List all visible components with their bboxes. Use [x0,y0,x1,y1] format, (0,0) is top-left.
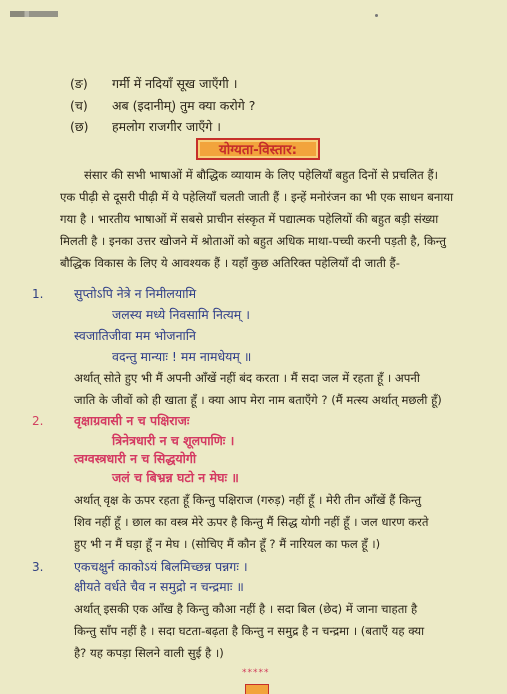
meaning-line: अर्थात् इसकी एक आँख है किन्तु कौआ नहीं है । सदा बिल (छेद) में जाना चाहता है [74,602,418,616]
verse-line: जलं च बिभ्रन्न घटो न मेघः ॥ [112,470,239,485]
riddle-number: 3. [32,560,44,574]
list-item [70,119,221,135]
list-text: गर्मी में नदियाँ सूख जाएँगी । [112,76,238,91]
verse-line: स्वजातिजीवा मम भोजनानि [74,328,196,343]
section-heading-text: योग्यता-विस्तार: [218,142,298,158]
verse-line: वृक्षाग्रवासी न च पक्षिराजः [74,413,190,428]
scan-artifact [10,11,58,17]
page-number-tab [245,684,269,694]
meaning-line: अर्थात् सोते हुए भी मैं अपनी आँखें नहीं बंद करता । मैं सदा जल में रहता हूँ । अपनी [74,371,420,385]
verse-line: सुप्तोऽपि नेत्रे न निमीलयामि [74,286,197,301]
end-mark: ***** [242,668,270,678]
riddle-meaning [74,489,492,555]
intro-line: मिलती है । इनका उत्तर खोजने में श्रोताओं को बहुत अधिक माथा-पच्ची करनी पड़ती है, किन्तु [60,234,446,248]
intro-line: एक पीढ़ी से दूसरी पीढ़ी में ये पहेलियाँ चलती जाती हैं । इन्हें मनोरंजन का भी एक साधन बनाया [60,190,454,204]
intro-line: बौद्धिक विकास के लिए ये आवश्यक हैं । यहाँ कुछ अतिरिक्त पहेलियाँ दी जाती हैं- [60,256,400,270]
verse-line: त्रिनेत्रधारी न च शूलपाणिः । [112,433,235,448]
list-text: हमलोग राजगीर जाएँगे । [112,119,221,134]
verse-line: क्षीयते वर्धते चैव न समुद्रो न चन्द्रमाः ॥ [74,579,244,594]
meaning-line: हुए भी न मैं घड़ा हूँ न मेघ । (सोचिए मैं कौन हूँ ? मैं नारियल का फल हूँ ।) [74,537,381,551]
intro-line: संसार की सभी भाषाओं में बौद्धिक व्यायाम के लिए पहेलियाँ बहुत दिनों से प्रचलित हैं। [84,168,439,182]
meaning-line: शिव नहीं हूँ । छाल का वस्त्र मेरे ऊपर है किन्तु मैं सिद्ध योगी नहीं हूँ । जल धारण करते [74,515,429,529]
list-item [70,76,238,92]
list-label: (च) [70,98,88,113]
verse-line: एकचक्षुर्न काकोऽयं बिलमिच्छन्न पन्नगः । [74,559,248,574]
intro-line: गया है । भारतीय भाषाओं में सबसे प्राचीन संस्कृत में पद्यात्मक पहेलियों की बहुत बड़ी संख्या [60,212,439,226]
meaning-line: है? यह कपड़ा सिलने वाली सुई है ।) [74,646,224,660]
riddle-number: 1. [32,287,44,301]
list-text: अब (इदानीम्) तुम क्या करोगे ? [112,98,256,113]
riddle-meaning [74,598,492,664]
scan-dot [375,14,378,17]
intro-paragraph [60,164,492,274]
verse-line: त्वग्वस्त्रधारी न च सिद्धयोगी [74,451,197,466]
list-item [70,98,255,114]
list-label: (ङ) [70,76,88,91]
verse-line: वदन्तु मान्याः ! मम नामधेयम् ॥ [112,349,252,364]
riddle-number: 2. [32,414,44,428]
meaning-line: जाति के जीवों को ही खाता हूँ । क्या आप मेरा नाम बताएँगे ? (मैं मत्स्य अर्थात् मछली हूँ) [74,393,442,407]
riddle-meaning [74,367,492,411]
meaning-line: किन्तु साँप नहीं है । सदा घटता-बढ़ता है किन्तु न समुद्र है न चन्द्रमा । (बताएँ यह क्या [74,624,425,638]
verse-line: जलस्य मध्ये निवसामि नित्यम् । [112,307,250,322]
section-heading [196,138,320,160]
list-label: (छ) [70,119,89,134]
meaning-line: अर्थात् वृक्ष के ऊपर रहता हूँ किन्तु पक्षिराज (गरुड़) नहीं हूँ । मेरी तीन आँखें हैं किन्तु [74,493,422,507]
